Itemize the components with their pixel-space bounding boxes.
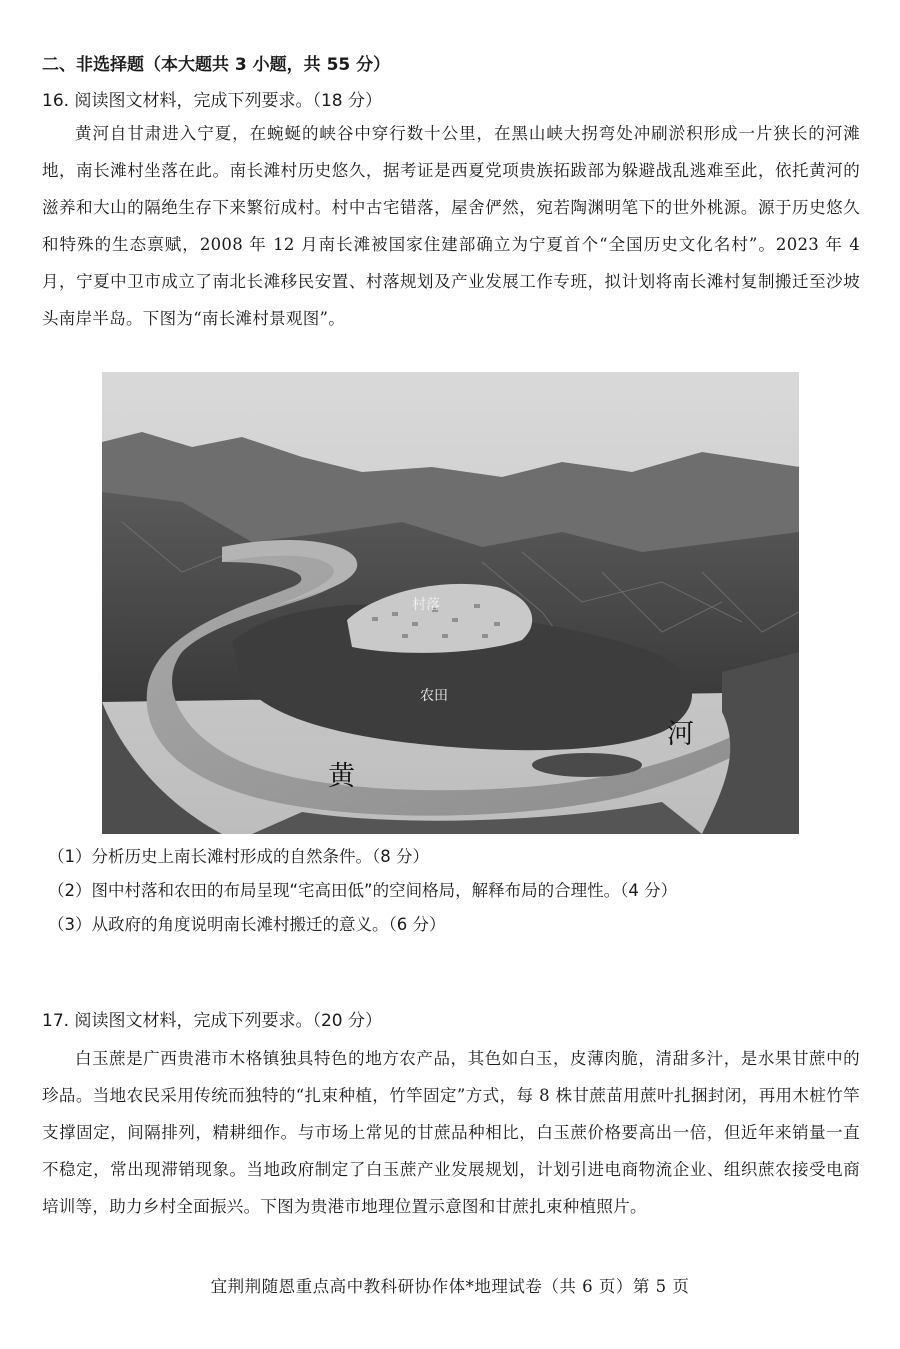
section-title: 二、非选择题（本大题共 3 小题，共 55 分）	[42, 55, 391, 75]
label-farmland: 农田	[420, 688, 448, 704]
page-footer: 宜荆荆随恩重点高中教科研协作体*地理试卷（共 6 页）第 5 页	[210, 1277, 690, 1296]
landscape-illustration	[102, 372, 799, 834]
question-16-sub2: （2）图中村落和农田的布局呈现“宅高田低”的空间格局，解释布局的合理性。（4 分）	[48, 881, 678, 900]
label-river-right: 河	[667, 719, 694, 750]
question-16-sub1: （1）分析历史上南长滩村形成的自然条件。（8 分）	[48, 847, 429, 866]
question-16-sub3: （3）从政府的角度说明南长滩村搬迁的意义。（6 分）	[48, 915, 446, 934]
nanchangtan-landscape-photo	[102, 372, 799, 834]
question-16-header: 16. 阅读图文材料，完成下列要求。（18 分）	[42, 91, 382, 111]
river-island	[532, 753, 642, 777]
question-17-paragraph: 白玉蔗是广西贵港市木格镇独具特色的地方农产品，其色如白玉，皮薄肉脆，清甜多汁，是水果甘蔗中的珍品。当地农民采用传统而独特的“扎束种植，竹竿固定”方式，每 8 株甘蔗苗用蔗叶扎捆封闭，再用木桩竹竿支撑固定，间隔排列，精耕细作。与市场上常见的甘蔗品种相比，白玉蔗价格要高出一倍，但近年来销量一直不稳定，常出现滞销现象。当地政府制定了白玉蔗产业发展规划，计划引进电商物流企业、组织蔗农接受电商培训等，助力乡村全面振兴。下图为贵港市地理位置示意图和甘蔗扎束种植照片。	[42, 1049, 860, 1216]
label-river-left: 黄	[328, 761, 355, 792]
label-village: 村落	[412, 597, 440, 613]
question-16-paragraph: 黄河自甘肃进入宁夏，在蜿蜒的峡谷中穿行数十公里，在黑山峡大拐弯处冲刷淤积形成一片狭长的河滩地，南长滩村坐落在此。南长滩村历史悠久，据考证是西夏党项贵族拓跋部为躲避战乱逃难至此，依托黄河的滋养和大山的隔绝生存下来繁衍成村。村中古宅错落，屋舍俨然，宛若陶渊明笔下的世外桃源。源于历史悠久和特殊的生态禀赋，2008 年 12 月南长滩被国家住建部确立为宁夏首个“全国历史文化名村”。2023 年 4 月，宁夏中卫市成立了南北长滩移民安置、村落规划及产业发展工作专班，拟计划将南长滩村复制搬迁至沙坡头南岸半岛。下图为“南长滩村景观图”。	[42, 124, 860, 328]
question-17-header: 17. 阅读图文材料，完成下列要求。（20 分）	[42, 1011, 382, 1031]
